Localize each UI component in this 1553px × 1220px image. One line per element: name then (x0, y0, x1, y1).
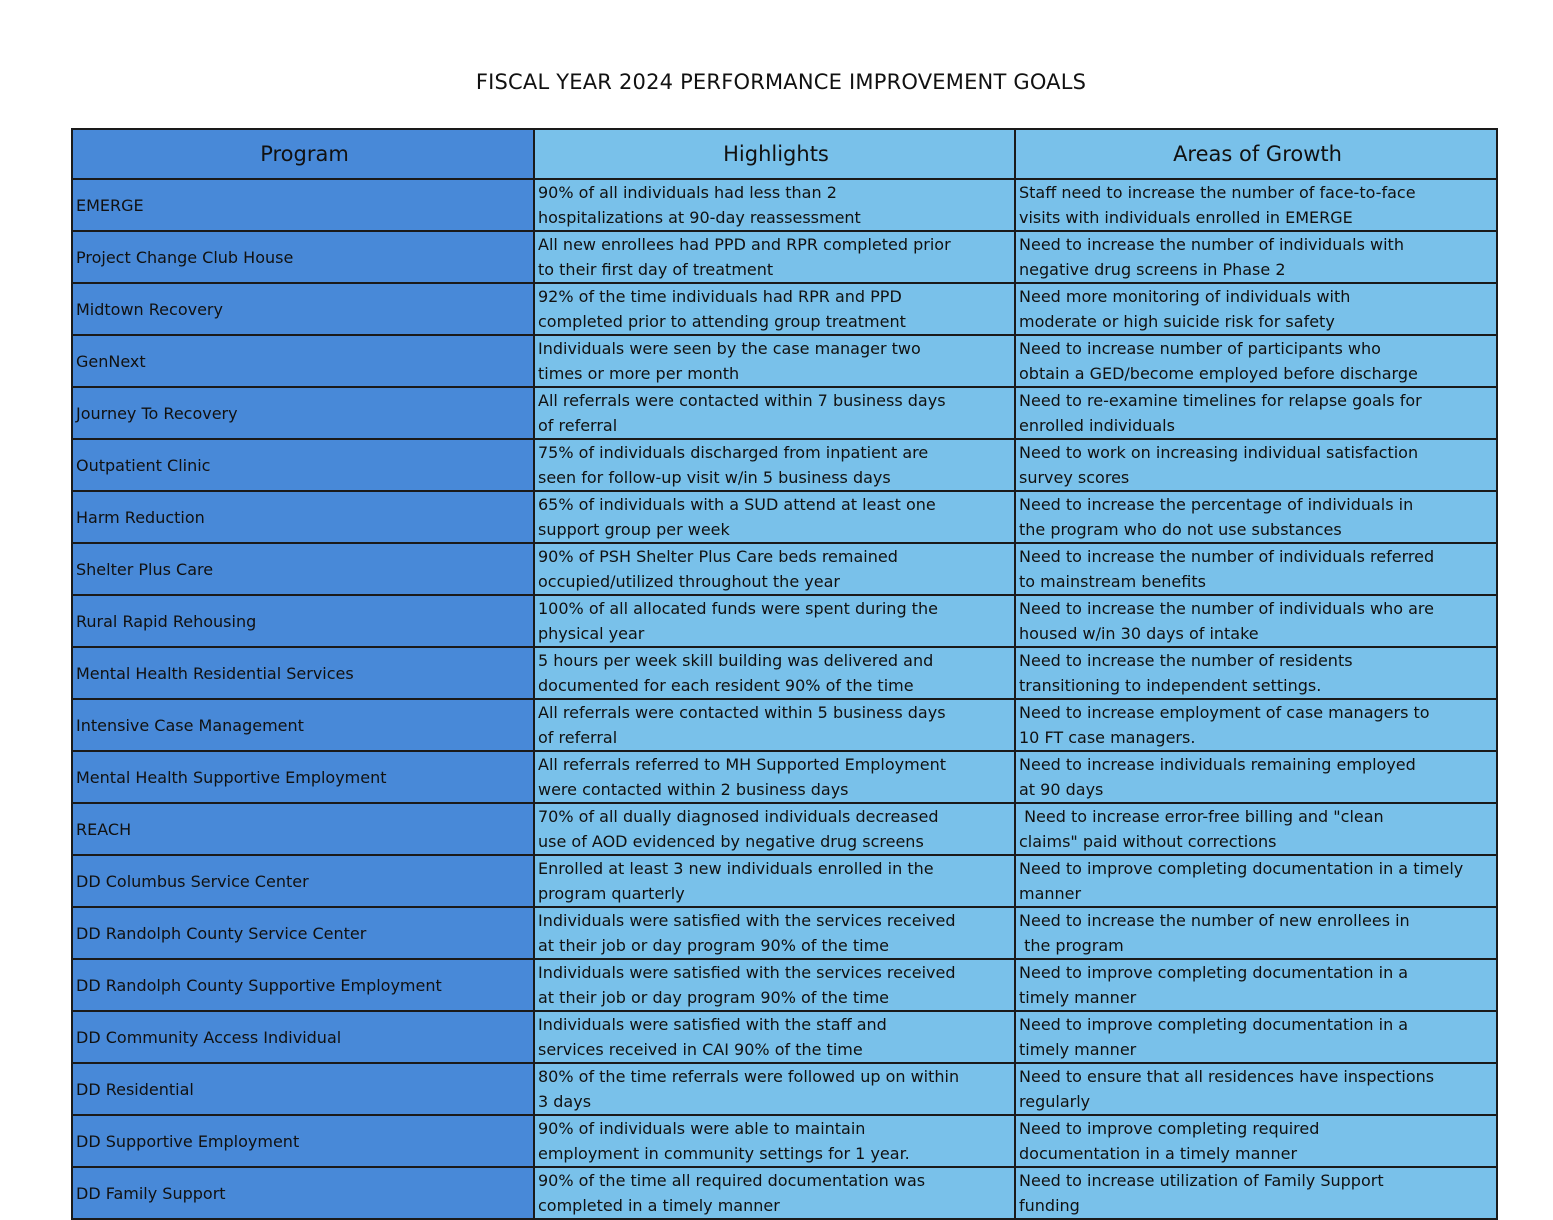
growth-cell-line: Need to improve completing documentation in a (1019, 1015, 1409, 1034)
table-body (72, 179, 1497, 1219)
table-row (72, 647, 1497, 699)
table-row (72, 335, 1497, 387)
program-cell: Project Change Club House (72, 231, 534, 283)
highlight-cell-line: completed prior to attending group treatment (538, 312, 906, 331)
growth-cell (1015, 803, 1497, 855)
growth-cell-line: negative drug screens in Phase 2 (1019, 260, 1286, 279)
growth-cell-line: moderate or high suicide risk for safety (1019, 312, 1335, 331)
table-row (72, 1115, 1497, 1167)
table-row (72, 179, 1497, 231)
page-title: FISCAL YEAR 2024 PERFORMANCE IMPROVEMENT GOALS (475, 70, 1087, 94)
highlight-cell-line: 3 days (538, 1092, 592, 1111)
highlight-cell-line: All new enrollees had PPD and RPR completed prior (538, 235, 951, 254)
highlight-cell (534, 803, 1015, 855)
growth-cell (1015, 959, 1497, 1011)
growth-cell-line: the program (1019, 936, 1124, 955)
growth-cell-line: Need to increase the number of residents (1019, 651, 1353, 670)
program-cell: Harm Reduction (72, 491, 534, 543)
highlight-cell (534, 1167, 1015, 1219)
header-program: Program (72, 129, 534, 179)
growth-cell-line: timely manner (1019, 988, 1137, 1007)
highlight-cell (534, 751, 1015, 803)
growth-cell (1015, 751, 1497, 803)
program-cell: Mental Health Supportive Employment (72, 751, 534, 803)
growth-cell-line: housed w/in 30 days of intake (1019, 624, 1259, 643)
growth-cell-line: Need to increase the number of individuals referred (1019, 547, 1435, 566)
growth-cell-line: Need more monitoring of individuals with (1019, 287, 1351, 306)
highlight-cell (534, 491, 1015, 543)
highlight-cell-line: 65% of individuals with a SUD attend at least one (538, 495, 936, 514)
highlight-cell-line: completed in a timely manner (538, 1196, 780, 1215)
highlight-cell (534, 959, 1015, 1011)
highlight-cell-line: at their job or day program 90% of the time (538, 936, 890, 955)
table-row (72, 387, 1497, 439)
highlight-cell (534, 387, 1015, 439)
program-cell: DD Community Access Individual (72, 1011, 534, 1063)
table-row (72, 491, 1497, 543)
highlight-cell-line: 80% of the time referrals were followed up on within (538, 1067, 960, 1086)
highlight-cell-line: at their job or day program 90% of the time (538, 988, 890, 1007)
program-cell: EMERGE (72, 179, 534, 231)
table-row (72, 803, 1497, 855)
growth-cell-line: Need to increase number of participants who (1019, 339, 1381, 358)
growth-cell-line: Need to improve completing documentation in a (1019, 963, 1409, 982)
growth-cell-line: Need to increase the percentage of individuals in (1019, 495, 1414, 514)
growth-cell-line: survey scores (1019, 468, 1130, 487)
growth-cell-line: Staff need to increase the number of face-to-face (1019, 183, 1416, 202)
growth-cell-line: transitioning to independent settings. (1019, 676, 1322, 695)
growth-cell-line: regularly (1019, 1092, 1091, 1111)
highlight-cell-line: times or more per month (538, 364, 740, 383)
highlight-cell-line: 100% of all allocated funds were spent during the (538, 599, 938, 618)
highlight-cell-line: of referral (538, 416, 618, 435)
program-cell: DD Residential (72, 1063, 534, 1115)
growth-cell-line: Need to increase the number of individuals who are (1019, 599, 1434, 618)
highlight-cell-line: 90% of PSH Shelter Plus Care beds remained (538, 547, 898, 566)
table-row (72, 231, 1497, 283)
growth-cell-line: Need to increase utilization of Family Support (1019, 1171, 1384, 1190)
growth-cell-line: Need to work on increasing individual satisfaction (1019, 443, 1419, 462)
highlight-cell-line: employment in community settings for 1 year. (538, 1144, 910, 1163)
growth-cell (1015, 647, 1497, 699)
growth-cell (1015, 907, 1497, 959)
program-cell: REACH (72, 803, 534, 855)
growth-cell (1015, 1115, 1497, 1167)
program-cell: GenNext (72, 335, 534, 387)
growth-cell (1015, 231, 1497, 283)
program-cell: Journey To Recovery (72, 387, 534, 439)
growth-cell-line: Need to improve completing documentation in a timely (1019, 859, 1464, 878)
highlight-cell-line: Individuals were satisfied with the staff and (538, 1015, 887, 1034)
highlight-cell (534, 699, 1015, 751)
program-cell: Outpatient Clinic (72, 439, 534, 491)
highlight-cell (534, 907, 1015, 959)
growth-cell-line: claims" paid without corrections (1019, 832, 1277, 851)
highlight-cell-line: documented for each resident 90% of the time (538, 676, 914, 695)
header-highlights: Highlights (534, 129, 1015, 179)
header-growth: Areas of Growth (1015, 129, 1497, 179)
growth-cell-line: documentation in a timely manner (1019, 1144, 1298, 1163)
growth-cell (1015, 1063, 1497, 1115)
growth-cell-line: at 90 days (1019, 780, 1104, 799)
highlight-cell-line: 75% of individuals discharged from inpatient are (538, 443, 929, 462)
highlight-cell (534, 1063, 1015, 1115)
table-row (72, 595, 1497, 647)
highlight-cell-line: program quarterly (538, 884, 685, 903)
growth-cell-line: Need to re-examine timelines for relapse goals for (1019, 391, 1422, 410)
program-cell: Mental Health Residential Services (72, 647, 534, 699)
table-row (72, 543, 1497, 595)
highlight-cell-line: All referrals were contacted within 5 business days (538, 703, 946, 722)
growth-cell-line: Need to increase the number of new enrollees in (1019, 911, 1410, 930)
growth-cell (1015, 855, 1497, 907)
growth-cell (1015, 491, 1497, 543)
table-row (72, 1063, 1497, 1115)
program-cell: DD Randolph County Service Center (72, 907, 534, 959)
table-row (72, 959, 1497, 1011)
table-row (72, 907, 1497, 959)
program-cell: DD Family Support (72, 1167, 534, 1219)
growth-cell (1015, 387, 1497, 439)
highlight-cell-line: 90% of the time all required documentation was (538, 1171, 926, 1190)
growth-cell (1015, 699, 1497, 751)
highlight-cell-line: All referrals referred to MH Supported Employment (538, 755, 946, 774)
highlight-cell-line: occupied/utilized throughout the year (538, 572, 840, 591)
highlight-cell (534, 439, 1015, 491)
growth-cell (1015, 1011, 1497, 1063)
highlight-cell-line: of referral (538, 728, 618, 747)
growth-cell-line: Need to ensure that all residences have inspections (1019, 1067, 1435, 1086)
growth-cell-line: Need to improve completing required (1019, 1119, 1320, 1138)
table-row (72, 1011, 1497, 1063)
growth-cell-line: manner (1019, 884, 1082, 903)
program-cell: Midtown Recovery (72, 283, 534, 335)
table-row (72, 699, 1497, 751)
growth-cell (1015, 1167, 1497, 1219)
header-row (72, 129, 1497, 179)
highlight-cell-line: Individuals were satisfied with the services received (538, 911, 956, 930)
program-cell: DD Columbus Service Center (72, 855, 534, 907)
growth-cell-line: Need to increase employment of case managers to (1019, 703, 1430, 722)
highlight-cell (534, 1011, 1015, 1063)
highlight-cell-line: were contacted within 2 business days (538, 780, 849, 799)
growth-cell-line: obtain a GED/become employed before discharge (1019, 364, 1418, 383)
highlight-cell-line: Individuals were satisfied with the services received (538, 963, 956, 982)
table-row (72, 1167, 1497, 1219)
growth-cell-line: 10 FT case managers. (1019, 728, 1196, 747)
growth-cell-line: funding (1019, 1196, 1080, 1215)
growth-cell (1015, 439, 1497, 491)
program-cell: DD Supportive Employment (72, 1115, 534, 1167)
highlight-cell-line: use of AOD evidenced by negative drug screens (538, 832, 924, 851)
highlight-cell-line: 5 hours per week skill building was delivered and (538, 651, 934, 670)
program-cell: Shelter Plus Care (72, 543, 534, 595)
highlight-cell (534, 647, 1015, 699)
highlight-cell (534, 179, 1015, 231)
growth-cell (1015, 335, 1497, 387)
highlight-cell (534, 543, 1015, 595)
highlight-cell (534, 335, 1015, 387)
highlight-cell-line: to their first day of treatment (538, 260, 774, 279)
program-cell: Rural Rapid Rehousing (72, 595, 534, 647)
goals-table (71, 128, 1498, 1220)
highlight-cell-line: support group per week (538, 520, 730, 539)
growth-cell (1015, 179, 1497, 231)
growth-cell-line: the program who do not use substances (1019, 520, 1342, 539)
highlight-cell-line: All referrals were contacted within 7 business days (538, 391, 946, 410)
growth-cell (1015, 595, 1497, 647)
growth-cell-line: Need to increase individuals remaining employed (1019, 755, 1416, 774)
highlight-cell-line: physical year (538, 624, 645, 643)
highlight-cell (534, 595, 1015, 647)
growth-cell-line: Need to increase the number of individuals with (1019, 235, 1404, 254)
highlight-cell (534, 283, 1015, 335)
table-row (72, 283, 1497, 335)
highlight-cell (534, 231, 1015, 283)
highlight-cell-line: Individuals were seen by the case manager two (538, 339, 921, 358)
highlight-cell-line: seen for follow-up visit w/in 5 business days (538, 468, 891, 487)
highlight-cell-line: 70% of all dually diagnosed individuals decreased (538, 807, 939, 826)
highlight-cell (534, 855, 1015, 907)
program-cell: Intensive Case Management (72, 699, 534, 751)
growth-cell-line: to mainstream benefits (1019, 572, 1206, 591)
growth-cell-line: visits with individuals enrolled in EMERGE (1019, 208, 1353, 227)
highlight-cell-line: 90% of all individuals had less than 2 (538, 183, 837, 202)
highlight-cell-line: 90% of individuals were able to maintain (538, 1119, 866, 1138)
highlight-cell-line: 92% of the time individuals had RPR and PPD (538, 287, 902, 306)
highlight-cell-line: hospitalizations at 90-day reassessment (538, 208, 861, 227)
growth-cell (1015, 543, 1497, 595)
growth-cell (1015, 283, 1497, 335)
highlight-cell-line: Enrolled at least 3 new individuals enrolled in the (538, 859, 934, 878)
highlight-cell-line: services received in CAI 90% of the time (538, 1040, 863, 1059)
growth-cell-line: Need to increase error-free billing and "clean (1019, 807, 1384, 826)
table-row (72, 855, 1497, 907)
table-row (72, 439, 1497, 491)
growth-cell-line: enrolled individuals (1019, 416, 1175, 435)
growth-cell-line: timely manner (1019, 1040, 1137, 1059)
highlight-cell (534, 1115, 1015, 1167)
program-cell: DD Randolph County Supportive Employment (72, 959, 534, 1011)
table-row (72, 751, 1497, 803)
